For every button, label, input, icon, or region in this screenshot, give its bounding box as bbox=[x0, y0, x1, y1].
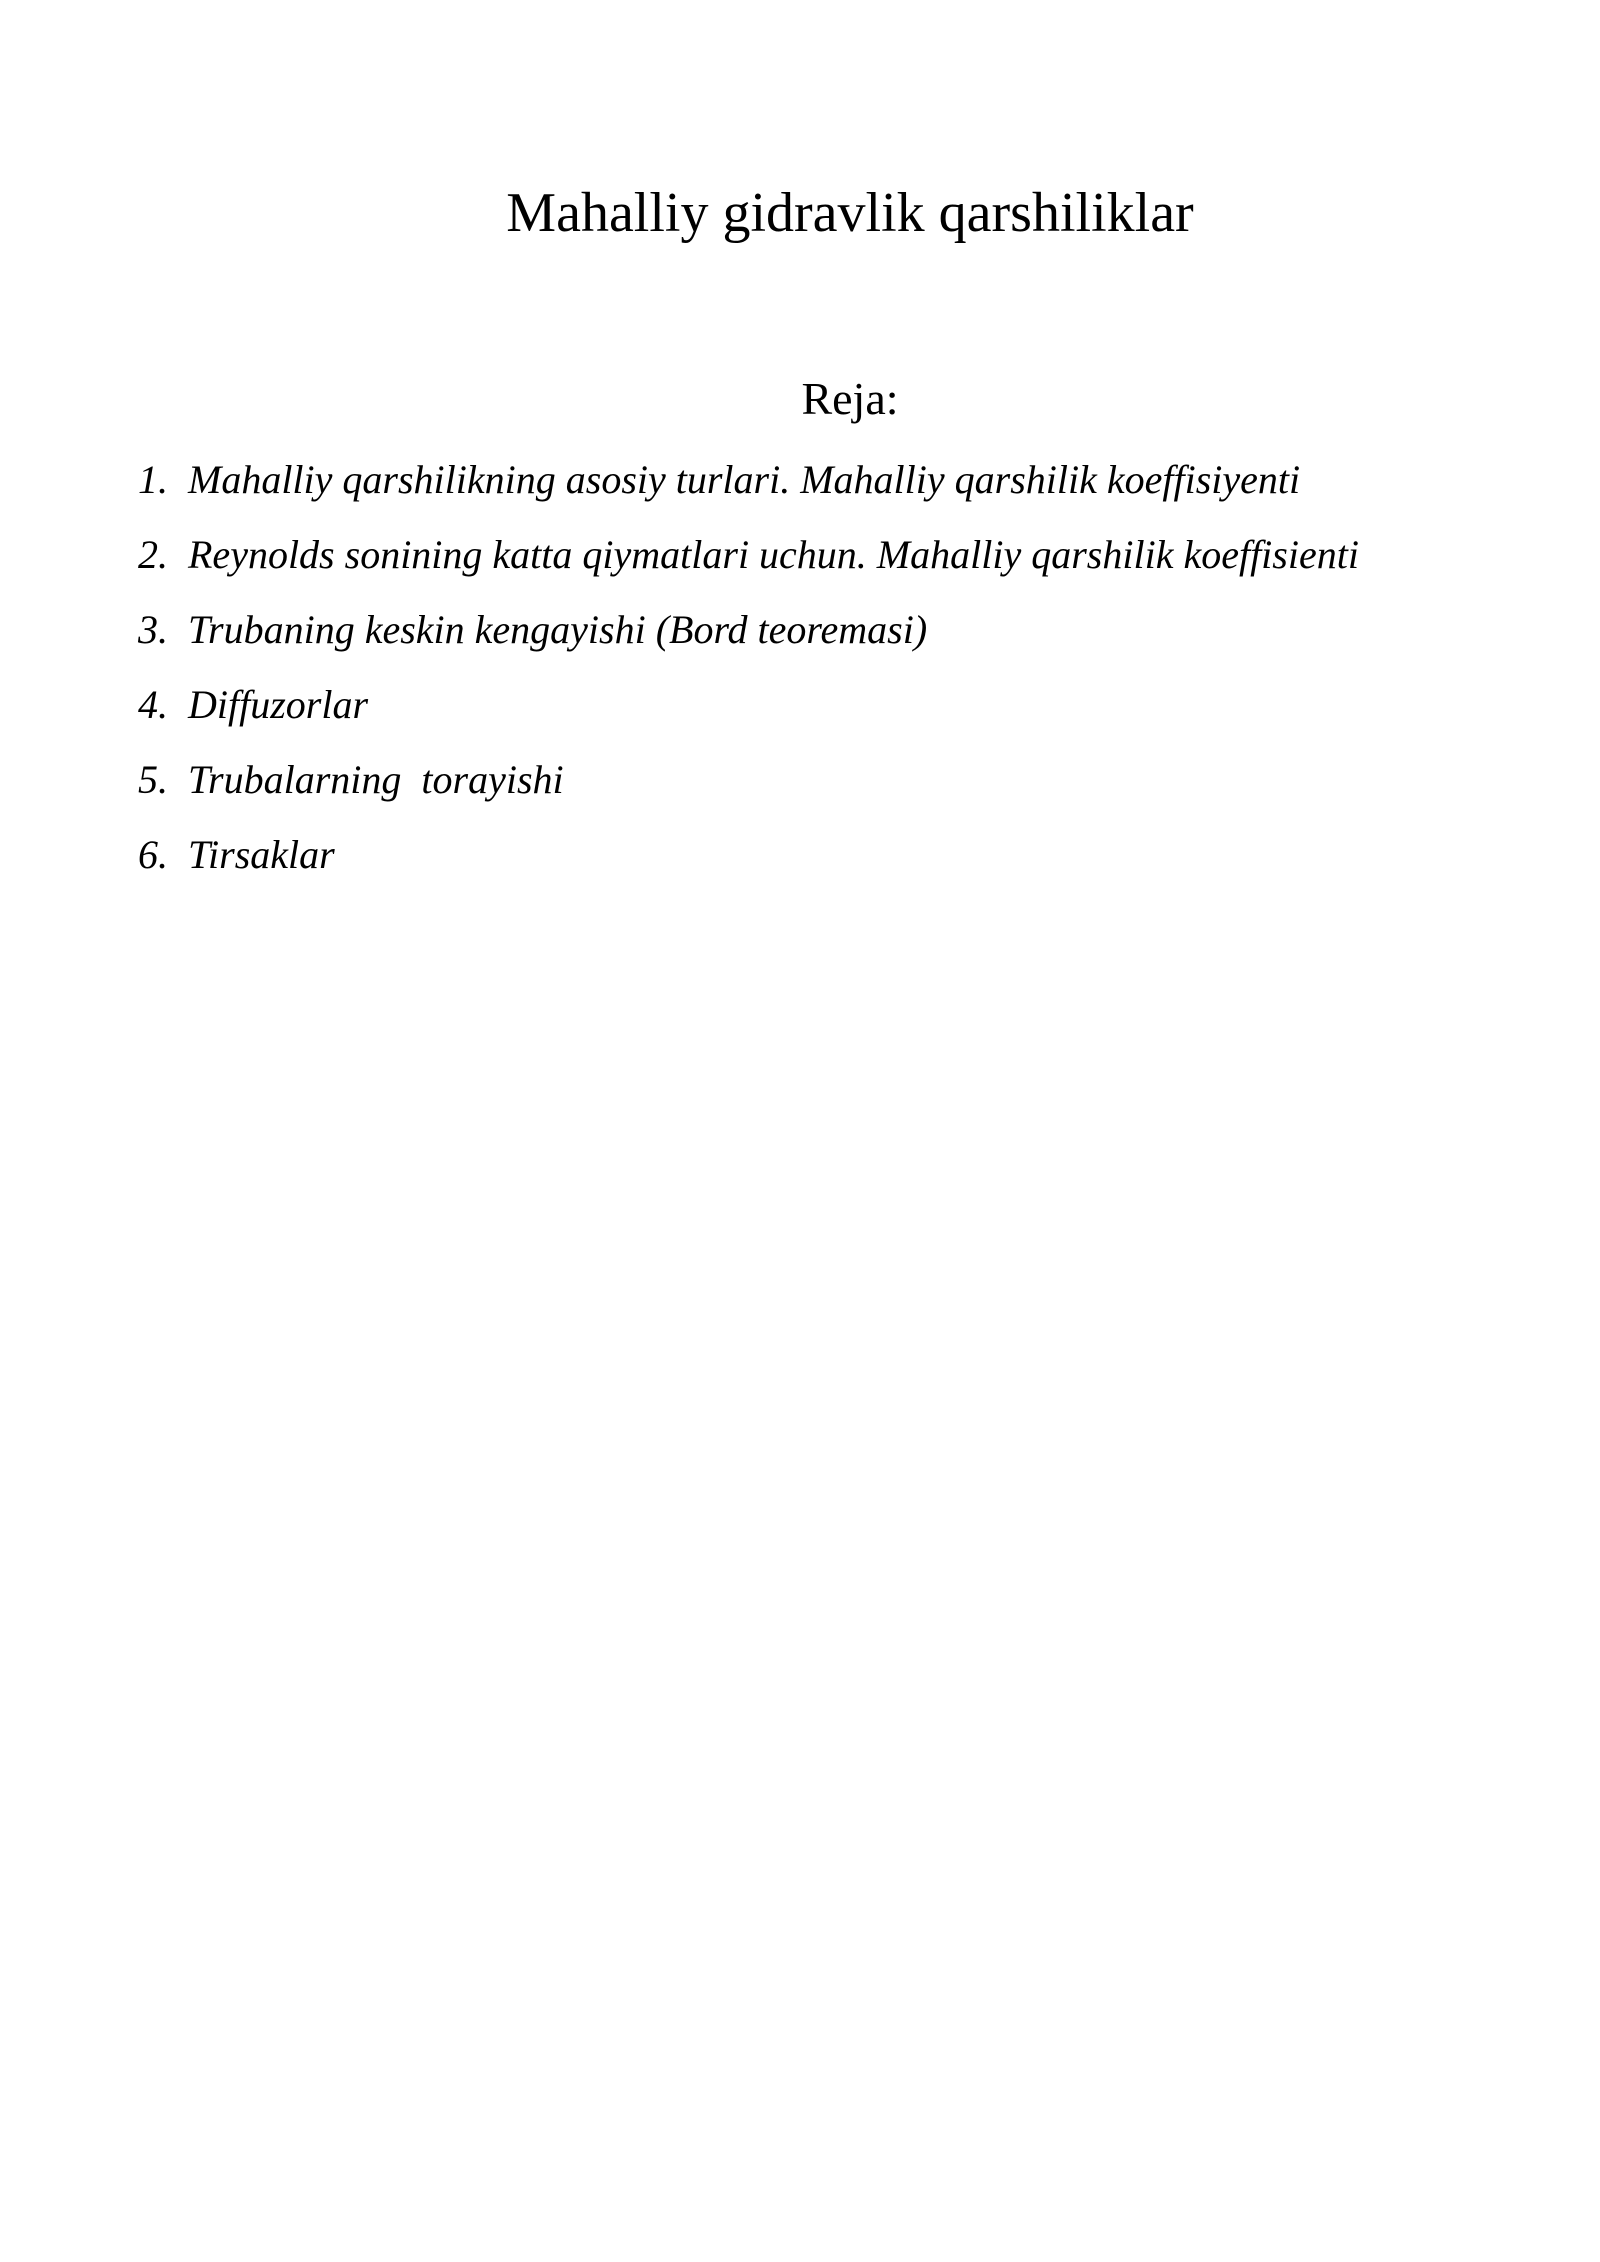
plan-heading: Reja: bbox=[801, 373, 899, 424]
plan-item-5 bbox=[0, 752, 1600, 827]
plan-item-number: 1. bbox=[138, 457, 168, 502]
plan-item-text: Mahalliy qarshilikning asosiy turlari. Mahalliy qarshilik koeffisiyenti bbox=[188, 457, 1301, 502]
plan-item-1 bbox=[0, 452, 1600, 527]
plan-item-4 bbox=[0, 677, 1600, 752]
plan-item-2 bbox=[0, 527, 1600, 602]
plan-item-3 bbox=[0, 602, 1600, 677]
plan-item-text: Trubalarning torayishi bbox=[188, 757, 564, 802]
plan-item-6 bbox=[0, 827, 1600, 902]
plan-item-number: 3. bbox=[138, 607, 168, 652]
plan-item-number: 2. bbox=[138, 532, 168, 577]
plan-item-number: 4. bbox=[138, 682, 168, 727]
plan-item-text: Trubaning keskin kengayishi (Bord teoremasi) bbox=[188, 607, 928, 652]
plan-item-number: 5. bbox=[138, 757, 168, 802]
plan-item-text: Tirsaklar bbox=[188, 832, 335, 877]
plan-item-number: 6. bbox=[138, 832, 168, 877]
plan-item-text: Reynolds sonining katta qiymatlari uchun. Mahalliy qarshilik koeffisienti bbox=[188, 532, 1359, 577]
plan-list bbox=[0, 452, 1600, 902]
plan-item-text: Diffuzorlar bbox=[188, 682, 369, 727]
document-title: Mahalliy gidravlik qarshiliklar bbox=[506, 182, 1194, 244]
